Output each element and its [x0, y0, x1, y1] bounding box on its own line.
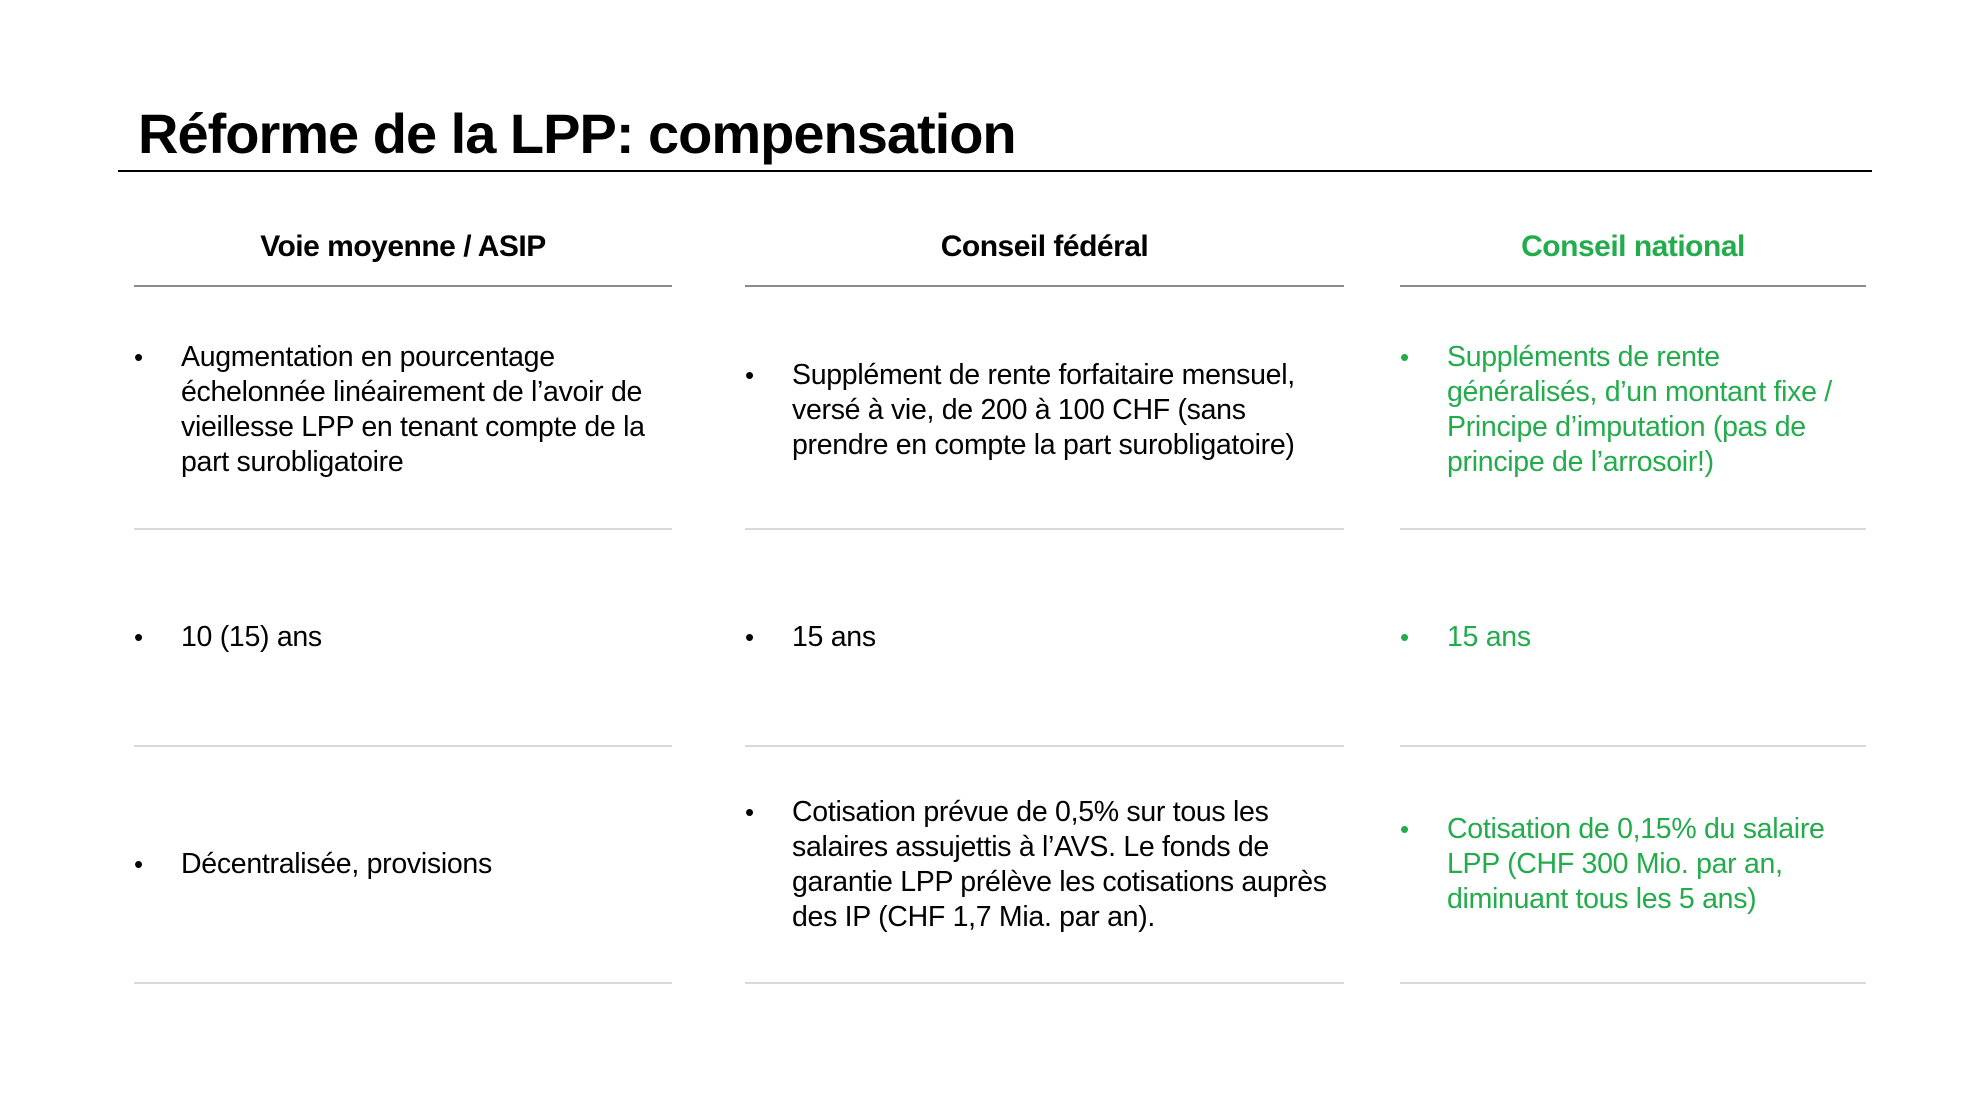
- bullet-icon: •: [1400, 814, 1410, 844]
- cell-text: 15 ans: [1447, 621, 1531, 653]
- table-cell: [745, 292, 1344, 528]
- list-item: [745, 795, 1344, 935]
- cell-text: Décentralisée, provisions: [181, 848, 492, 880]
- list-item: [134, 340, 672, 480]
- cell-text: 15 ans: [792, 621, 876, 653]
- cell-text: Suppléments de rente généralisés, d’un montant fixe / Principe d’imputation (pas de principe de l’arrosoir!): [1447, 341, 1832, 478]
- bullet-icon: •: [745, 359, 755, 390]
- cell-text: Augmentation en pourcentage échelonnée linéairement de l’avoir de vieillesse LPP en tenant compte de la part surobligatoire: [181, 341, 645, 478]
- list-item: [1400, 340, 1866, 480]
- bullet-icon: •: [134, 622, 144, 652]
- cell-text: Supplément de rente forfaitaire mensuel, versé à vie, de 200 à 100 CHF (sans prendre en compte la part surobligatoire): [792, 358, 1295, 461]
- list-item: [1400, 620, 1866, 655]
- row-divider: [134, 982, 672, 984]
- table-cell: [1400, 292, 1866, 528]
- table-cell: [745, 530, 1344, 745]
- list-item: [745, 620, 1344, 655]
- table-cell: [134, 530, 672, 745]
- header-divider: [1400, 285, 1866, 287]
- bullet-icon: •: [1400, 342, 1410, 372]
- column-conseil-national: [1400, 0, 1866, 1114]
- cell-text: 10 (15) ans: [181, 621, 322, 653]
- row-divider: [745, 982, 1344, 984]
- list-item: [1400, 812, 1866, 917]
- bullet-icon: •: [745, 796, 755, 827]
- column-header: Conseil fédéral: [940, 230, 1149, 263]
- column-conseil-federal: [745, 0, 1344, 1114]
- list-item: [134, 847, 672, 882]
- column-header: Conseil national: [1521, 230, 1745, 263]
- cell-text: Cotisation de 0,15% du salaire LPP (CHF 300 Mio. par an, diminuant tous les 5 ans): [1447, 813, 1825, 915]
- table-cell: [134, 747, 672, 982]
- cell-text: Cotisation prévue de 0,5% sur tous les salaires assujettis à l’AVS. Le fonds de garantie LPP prélève les cotisations auprès des IP (CHF 1,7 Mia. par an).: [792, 795, 1327, 933]
- bullet-icon: •: [134, 849, 144, 879]
- list-item: [745, 358, 1344, 463]
- row-divider: [1400, 982, 1866, 984]
- bullet-icon: •: [1400, 622, 1410, 652]
- page-title: Réforme de la LPP: compensation: [138, 102, 1016, 165]
- list-item: [134, 620, 672, 655]
- table-cell: [1400, 747, 1866, 982]
- bullet-icon: •: [745, 622, 755, 652]
- table-cell: [1400, 530, 1866, 745]
- table-cell: [745, 747, 1344, 982]
- bullet-icon: •: [134, 342, 144, 372]
- column-header: Voie moyenne / ASIP: [260, 230, 546, 263]
- header-divider: [134, 285, 672, 287]
- table-cell: [134, 292, 672, 528]
- header-divider: [745, 285, 1344, 287]
- column-voie-moyenne-asip: [134, 0, 672, 1114]
